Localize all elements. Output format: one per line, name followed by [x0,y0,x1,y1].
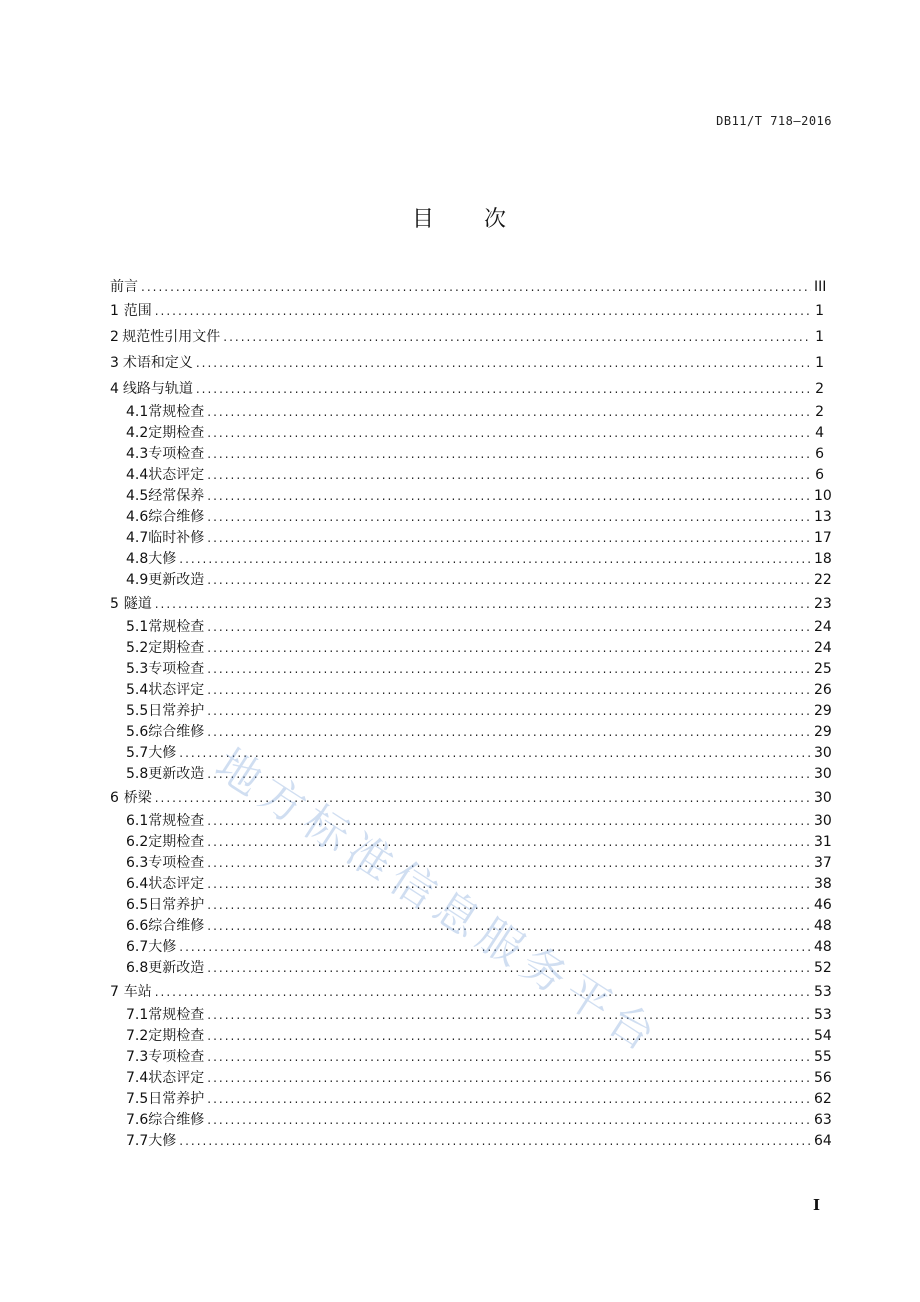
toc-entry[interactable] [110,276,827,298]
toc-entry-page: 1 [815,303,824,319]
toc-entry[interactable] [110,549,832,570]
toc-entry-label: 专项检查 [148,446,205,462]
toc-dot-leader [207,958,811,979]
toc-dot-leader [207,617,811,638]
toc-dot-leader [196,376,811,402]
toc-dot-leader [207,570,811,591]
toc-entry-page: 13 [814,509,832,525]
toc-entry-number: 7.4 [126,1070,149,1086]
toc-dot-leader [155,785,811,811]
toc-entry[interactable] [110,764,832,785]
toc-entry-label: 常规检查 [148,619,205,635]
watermark: 地方标准信息服务平台 [206,739,671,1066]
toc-dot-leader [155,979,811,1005]
table-of-contents [110,276,832,1152]
toc-entry[interactable] [110,1131,832,1152]
toc-entry-number: 5.8 [126,766,149,782]
toc-entry-label: 大修 [148,939,177,955]
toc-entry-number: 6.5 [126,897,149,913]
toc-entry-label: 常规检查 [148,1007,205,1023]
toc-entry-number: 6.6 [126,918,149,934]
page-title-char-1: 目 [411,207,436,232]
toc-entry-label: 大修 [148,1133,177,1149]
toc-dot-leader [207,916,811,937]
toc-entry[interactable] [110,659,832,680]
toc-entry-label: 常规检查 [148,813,205,829]
toc-entry-label: 综合维修 [148,918,205,934]
toc-entry-page: 48 [814,939,832,955]
toc-entry-label: 日常养护 [148,897,205,913]
toc-entry-page: 4 [815,425,824,441]
toc-entry[interactable] [110,528,832,549]
toc-entry-label: 日常养护 [148,703,205,719]
toc-entry-page: 64 [814,1133,832,1149]
toc-entry-page: 30 [814,790,832,806]
toc-entry-page: 37 [814,855,832,871]
toc-entry[interactable] [110,298,824,324]
toc-dot-leader [155,591,811,617]
toc-entry-number: 7.7 [126,1133,149,1149]
toc-entry-number: 4.1 [126,404,149,420]
toc-entry-number: 4.6 [126,509,149,525]
toc-entry-page: 6 [815,446,824,462]
toc-entry-label: 线路与轨道 [122,381,193,397]
toc-entry-number: 6.1 [126,813,149,829]
toc-entry[interactable] [110,811,832,832]
toc-entry-number: 5.3 [126,661,149,677]
toc-entry-label: 车站 [123,984,152,1000]
toc-dot-leader [155,298,811,324]
toc-entry[interactable] [110,423,824,444]
toc-entry-label: 临时补修 [148,530,205,546]
toc-entry-page: 30 [814,745,832,761]
toc-entry-number: 4.2 [126,425,149,441]
toc-dot-leader [179,549,811,570]
toc-entry-label: 桥梁 [123,790,152,806]
toc-dot-leader [207,680,811,701]
toc-entry-label: 综合维修 [148,509,205,525]
toc-entry-page: 2 [815,404,824,420]
toc-entry-label: 隧道 [123,596,152,612]
toc-dot-leader [207,465,811,486]
page-number: I [812,1196,820,1214]
toc-entry[interactable] [110,1089,832,1110]
toc-entry-number: 7.3 [126,1049,149,1065]
toc-entry[interactable] [110,591,832,617]
toc-entry-label: 经常保养 [148,488,205,504]
toc-entry-number: 5 [110,596,119,612]
toc-entry[interactable] [110,1005,832,1026]
toc-entry-page: 30 [814,766,832,782]
toc-entry-label: 状态评定 [148,467,205,483]
toc-entry[interactable] [110,1068,832,1089]
toc-entry[interactable] [110,444,824,465]
toc-dot-leader [207,1068,811,1089]
toc-dot-leader [141,276,811,298]
toc-entry-number: 4.9 [126,572,149,588]
toc-dot-leader [207,722,811,743]
toc-entry-number: 1 [110,303,119,319]
toc-dot-leader [179,1131,811,1152]
toc-entry-page: 38 [814,876,832,892]
toc-entry-number: 5.6 [126,724,149,740]
toc-dot-leader [207,1110,811,1131]
toc-dot-leader [207,895,811,916]
toc-entry-number: 4.4 [126,467,149,483]
toc-entry[interactable] [110,979,832,1005]
toc-entry-label: 大修 [148,551,177,567]
toc-entry-number: 5.4 [126,682,149,698]
toc-dot-leader [196,350,811,376]
toc-entry-label: 状态评定 [148,682,205,698]
toc-entry-page: 24 [814,640,832,656]
toc-entry-page: 1 [815,329,824,345]
toc-entry[interactable] [110,743,832,764]
toc-entry-page: 17 [814,530,832,546]
toc-dot-leader [207,659,811,680]
toc-entry-page: 53 [814,1007,832,1023]
toc-entry[interactable] [110,785,832,811]
toc-entry-page: 46 [814,897,832,913]
toc-entry[interactable] [110,722,832,743]
toc-entry-page: 26 [814,682,832,698]
toc-dot-leader [207,764,811,785]
toc-dot-leader [207,1089,811,1110]
toc-entry-page: 54 [814,1028,832,1044]
page-title-char-2: 次 [484,207,509,232]
toc-entry-page: 1 [815,355,824,371]
toc-entry[interactable] [110,874,832,895]
toc-entry[interactable] [110,507,832,528]
toc-entry-page: 6 [815,467,824,483]
page-title [0,202,920,233]
toc-entry-page: 30 [814,813,832,829]
toc-entry-label: 状态评定 [148,876,205,892]
toc-dot-leader [223,324,811,350]
toc-entry-label: 日常养护 [148,1091,205,1107]
toc-entry-number: 2 [110,329,119,345]
toc-entry-page: 29 [814,703,832,719]
toc-entry-label: 综合维修 [148,1112,205,1128]
toc-entry-number: 6.7 [126,939,149,955]
toc-entry-number: 5.1 [126,619,149,635]
toc-entry-number: 6 [110,790,119,806]
toc-entry-page: 63 [814,1112,832,1128]
toc-entry-page: 62 [814,1091,832,1107]
toc-entry[interactable] [110,376,824,402]
toc-entry-page: 18 [814,551,832,567]
toc-entry-page: 25 [814,661,832,677]
toc-dot-leader [207,444,811,465]
toc-entry[interactable] [110,916,832,937]
toc-entry[interactable] [110,701,832,722]
toc-entry[interactable] [110,895,832,916]
toc-entry-label: 前言 [110,279,138,295]
toc-entry-label: 专项检查 [148,855,205,871]
document-code: DB11/T 718—2016 [716,114,832,128]
toc-entry[interactable] [110,1026,832,1047]
toc-entry-label: 综合维修 [148,724,205,740]
toc-dot-leader [207,638,811,659]
toc-entry-number: 5.5 [126,703,149,719]
toc-entry-page: 24 [814,619,832,635]
toc-entry-page: 31 [814,834,832,850]
toc-entry-number: 4.3 [126,446,149,462]
toc-entry-label: 定期检查 [148,834,205,850]
toc-dot-leader [207,1047,811,1068]
toc-entry-label: 定期检查 [148,1028,205,1044]
toc-dot-leader [207,832,811,853]
toc-dot-leader [207,1005,811,1026]
toc-entry-page: 48 [814,918,832,934]
toc-entry[interactable] [110,1047,832,1068]
toc-entry-label: 状态评定 [148,1070,205,1086]
toc-dot-leader [207,486,811,507]
toc-entry-number: 7 [110,984,119,1000]
toc-entry[interactable] [110,832,832,853]
toc-entry[interactable] [110,465,824,486]
toc-entry-label: 专项检查 [148,1049,205,1065]
toc-dot-leader [207,402,811,423]
toc-entry[interactable] [110,937,832,958]
toc-entry-label: 专项检查 [148,661,205,677]
toc-entry[interactable] [110,638,832,659]
toc-entry-label: 更新改造 [148,960,205,976]
toc-entry-number: 4.5 [126,488,149,504]
toc-entry-label: 大修 [148,745,177,761]
toc-entry-page: III [814,279,827,295]
toc-entry-label: 规范性引用文件 [122,329,221,345]
toc-entry-label: 更新改造 [148,766,205,782]
toc-entry-number: 5.7 [126,745,149,761]
toc-entry[interactable] [110,617,832,638]
toc-entry[interactable] [110,402,824,423]
toc-dot-leader [207,811,811,832]
toc-entry-label: 更新改造 [148,572,205,588]
toc-entry[interactable] [110,486,832,507]
toc-entry-number: 7.6 [126,1112,149,1128]
toc-entry[interactable] [110,570,832,591]
toc-entry[interactable] [110,853,832,874]
toc-entry-number: 6.4 [126,876,149,892]
toc-entry-label: 术语和定义 [122,355,193,371]
toc-entry-page: 22 [814,572,832,588]
toc-entry-number: 7.1 [126,1007,149,1023]
toc-entry-number: 5.2 [126,640,149,656]
toc-entry-number: 6.3 [126,855,149,871]
toc-entry[interactable] [110,680,832,701]
toc-entry-label: 定期检查 [148,640,205,656]
toc-dot-leader [179,937,811,958]
toc-dot-leader [207,1026,811,1047]
toc-entry-page: 23 [814,596,832,612]
toc-entry-number: 4.7 [126,530,149,546]
toc-entry[interactable] [110,324,824,350]
toc-entry[interactable] [110,350,824,376]
toc-entry-page: 29 [814,724,832,740]
toc-dot-leader [207,853,811,874]
toc-dot-leader [207,423,811,444]
toc-entry-page: 56 [814,1070,832,1086]
toc-entry-page: 52 [814,960,832,976]
toc-entry[interactable] [110,1110,832,1131]
toc-entry-label: 定期检查 [148,425,205,441]
toc-entry-number: 3 [110,355,119,371]
toc-entry[interactable] [110,958,832,979]
toc-entry-label: 范围 [123,303,152,319]
toc-entry-page: 10 [814,488,832,504]
toc-entry-number: 7.5 [126,1091,149,1107]
toc-dot-leader [207,528,811,549]
toc-entry-label: 常规检查 [148,404,205,420]
toc-entry-page: 2 [815,381,824,397]
toc-dot-leader [207,507,811,528]
toc-dot-leader [207,701,811,722]
toc-entry-number: 6.2 [126,834,149,850]
toc-entry-number: 6.8 [126,960,149,976]
toc-entry-page: 55 [814,1049,832,1065]
toc-entry-number: 4 [110,381,119,397]
toc-dot-leader [207,874,811,895]
toc-entry-number: 4.8 [126,551,149,567]
toc-dot-leader [179,743,811,764]
toc-entry-page: 53 [814,984,832,1000]
toc-entry-number: 7.2 [126,1028,149,1044]
